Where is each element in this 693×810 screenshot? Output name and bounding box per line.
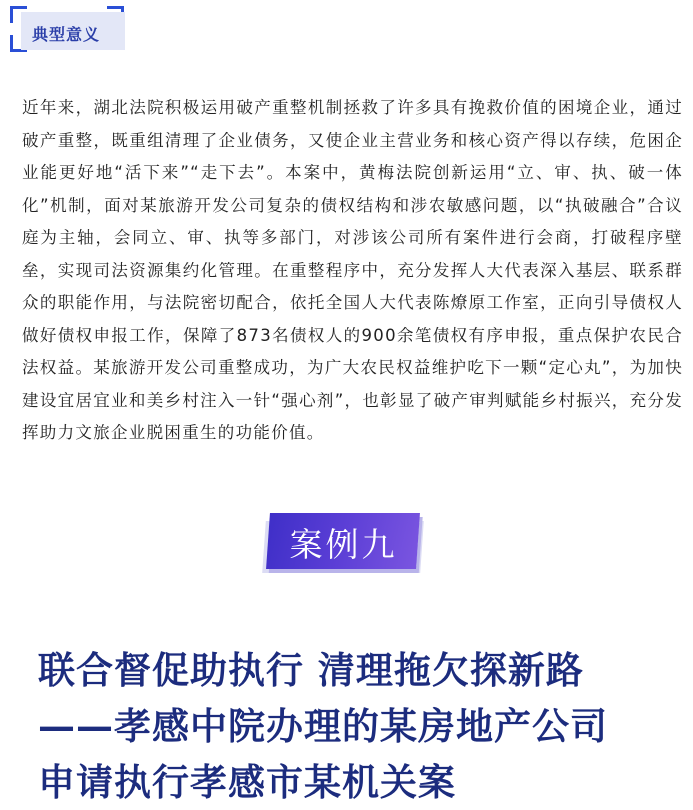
section-tag — [10, 6, 124, 52]
significance-paragraph: 近年来，湖北法院积极运用破产重整机制拯救了许多具有挽救价值的困境企业，通过破产重整，既重组清理了企业债务，又使企业主营业务和核心资产得以存续，危困企业能更好地“活下来”“走下去”。本案中，黄梅法院创新运用“立、审、执、破一体化”机制，面对某旅游开发公司复杂的债权结构和涉农敏感问题，以“执破融合”合议庭为主轴，会同立、审、执等多部门，对涉该公司所有案件进行会商，打破程序壁垒，实现司法资源集约化管理。在重整程序中，充分发挥人大代表深入基层、联系群众的职能作用，与法院密切配合，依托全国人大代表陈燎原工作室，正向引导债权人做好债权申报工作，保障了873名债权人的900余笔债权有序申报，重点保护农民合法权益。某旅游开发公司重整成功，为广大农民权益维护吃下一颗“定心丸”，为加快建设宜居宜业和美乡村注入一针“强心剂”，也彰显了破产审判赋能乡村振兴，充分发挥助力文旅企业脱困重生的功能价值。 — [22, 98, 683, 442]
case-title-line-2: ——孝感中院办理的某房地产公司 — [38, 704, 608, 748]
case-title-line-1: 联合督促助执行 清理拖欠探新路 — [38, 648, 584, 692]
case-number-badge — [258, 503, 429, 577]
case-title-line-3: 申请执行孝感市某机关案 — [38, 760, 456, 804]
case-number-label: 案例九 — [289, 525, 398, 564]
section-tag-label: 典型意义 — [32, 25, 101, 44]
